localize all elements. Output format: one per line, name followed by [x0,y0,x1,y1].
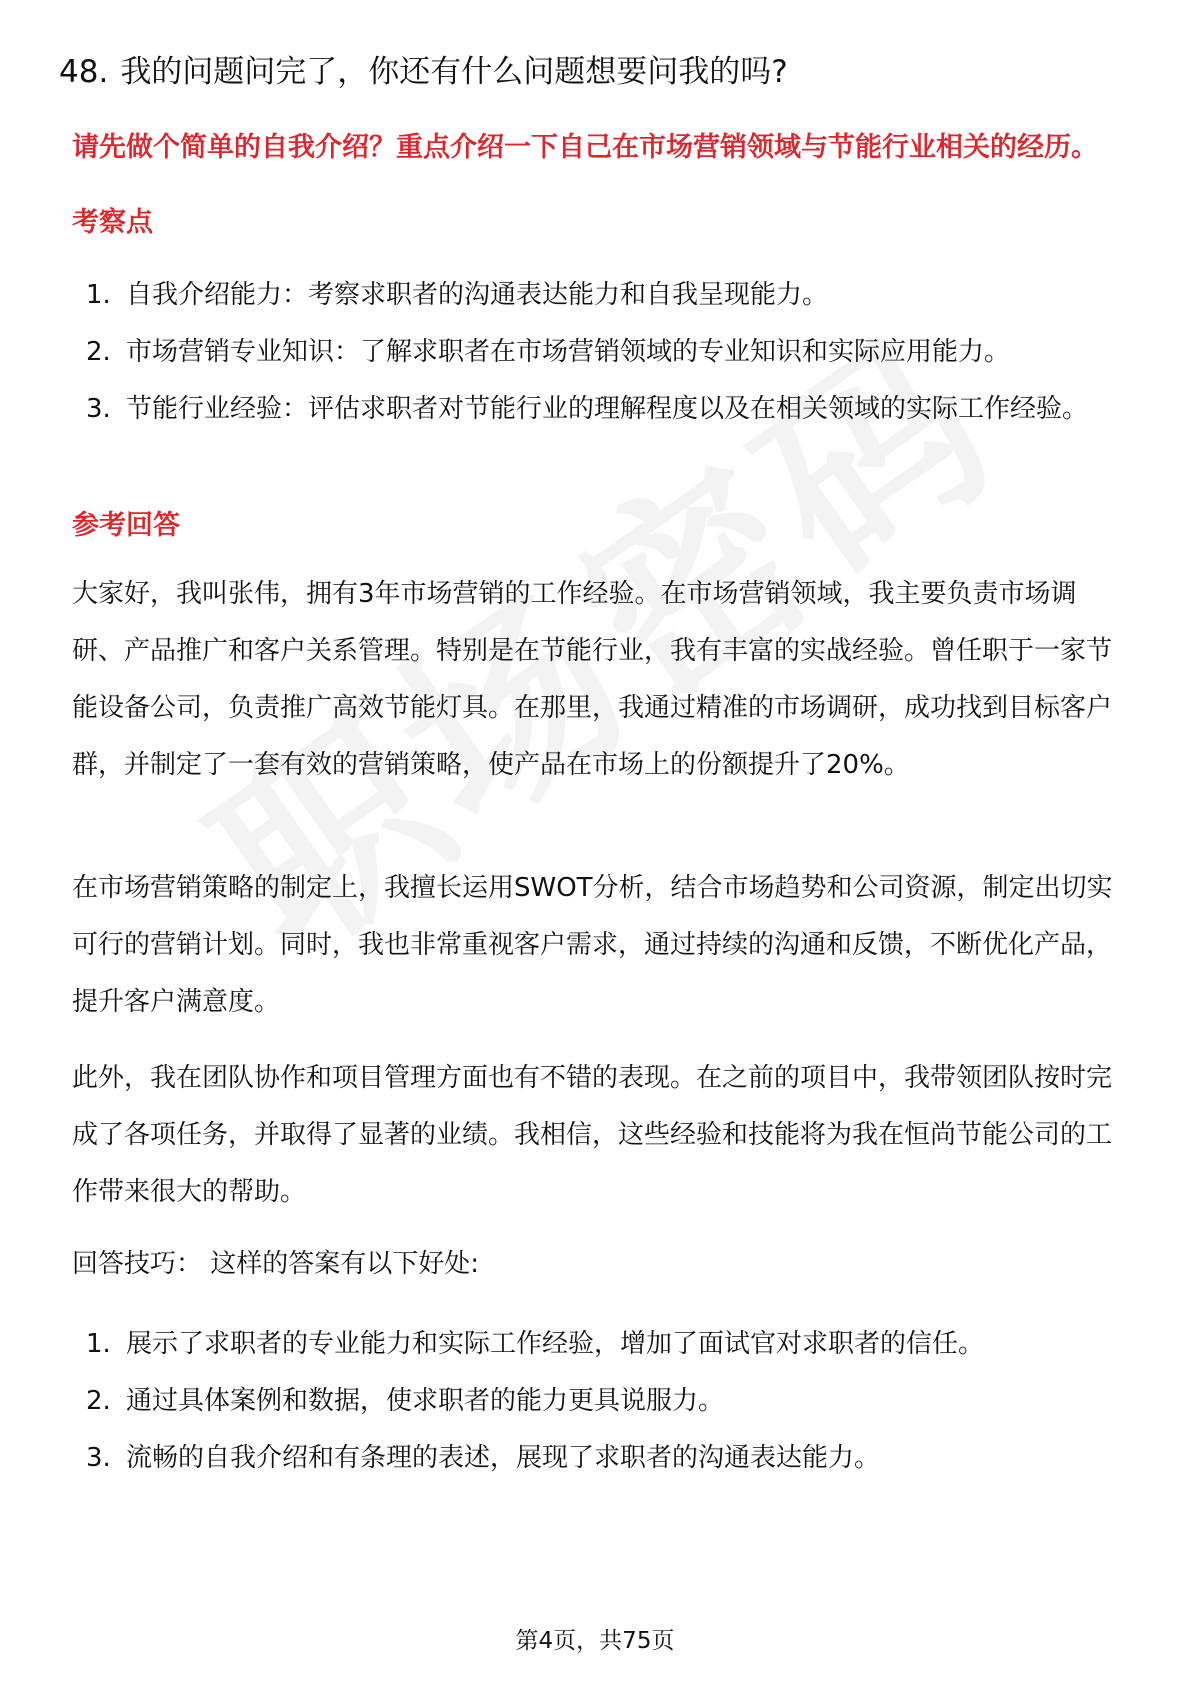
answer-paragraph-1: 大家好，我叫张伟，拥有3年市场营销的工作经验。在市场营销领域，我主要负责市场调研、产品推广和客户关系管理。特别是在节能行业，我有丰富的实战经验。曾任职于一家节能设备公司，负责推广高效节能灯具。在那里，我通过精准的市场调研，成功找到目标客户群，并制定了一套有效的营销策略，使产品在市场上的份额提升了20%。 [72,579,1113,780]
points-heading: 考察点 [72,207,153,238]
list-item-index: 1. [86,280,111,310]
list-item-text: 通过具体案例和数据，使求职者的能力更具说服力。 [126,1386,725,1416]
answer-paragraph-2: 在市场营销策略的制定上，我擅长运用SWOT分析，结合市场趋势和公司资源，制定出切实可行的营销计划。同时，我也非常重视客户需求，通过持续的沟通和反馈，不断优化产品，提升客户满意度。 [72,873,1113,1017]
list-item-text: 流畅的自我介绍和有条理的表述，展现了求职者的沟通表达能力。 [126,1443,881,1473]
list-item [72,267,1122,324]
list-item [72,1316,1122,1373]
list-item-index: 3. [86,394,111,424]
list-item-index: 1. [86,1329,111,1359]
list-item [72,324,1122,381]
question-title [59,52,1139,92]
points-list [72,267,1122,438]
list-item-index: 2. [86,1386,111,1416]
question-text: 我的问题问完了，你还有什么问题想要问我的吗? [120,54,788,90]
tips-list [72,1316,1122,1487]
list-item-text: 节能行业经验：评估求职者对节能行业的理解程度以及在相关领域的实际工作经验。 [126,394,1089,424]
answer-paragraph-3: 此外，我在团队协作和项目管理方面也有不错的表现。在之前的项目中，我带领团队按时完成了各项任务，并取得了显著的业绩。我相信，这些经验和技能将为我在恒尚节能公司的工作带来很大的帮助。 [72,1063,1113,1207]
list-item-text: 市场营销专业知识：了解求职者在市场营销领域的专业知识和实际应用能力。 [126,337,1011,367]
list-item [72,1373,1122,1430]
tips-intro: 回答技巧： 这样的答案有以下好处: [72,1249,480,1279]
answer-heading: 参考回答 [72,510,180,541]
list-item [72,1430,1122,1487]
list-item-index: 3. [86,1443,111,1473]
list-item [72,381,1122,438]
list-item-text: 展示了求职者的专业能力和实际工作经验，增加了面试官对求职者的信任。 [126,1329,985,1359]
list-item-text: 自我介绍能力：考察求职者的沟通表达能力和自我呈现能力。 [126,280,829,310]
list-item-index: 2. [86,337,111,367]
question-number: 48. [59,54,109,90]
sub-question: 请先做个简单的自我介绍？重点介绍一下自己在市场营销领域与节能行业相关的经历。 [72,132,1098,163]
page-footer: 第4页，共75页 [515,1628,675,1654]
